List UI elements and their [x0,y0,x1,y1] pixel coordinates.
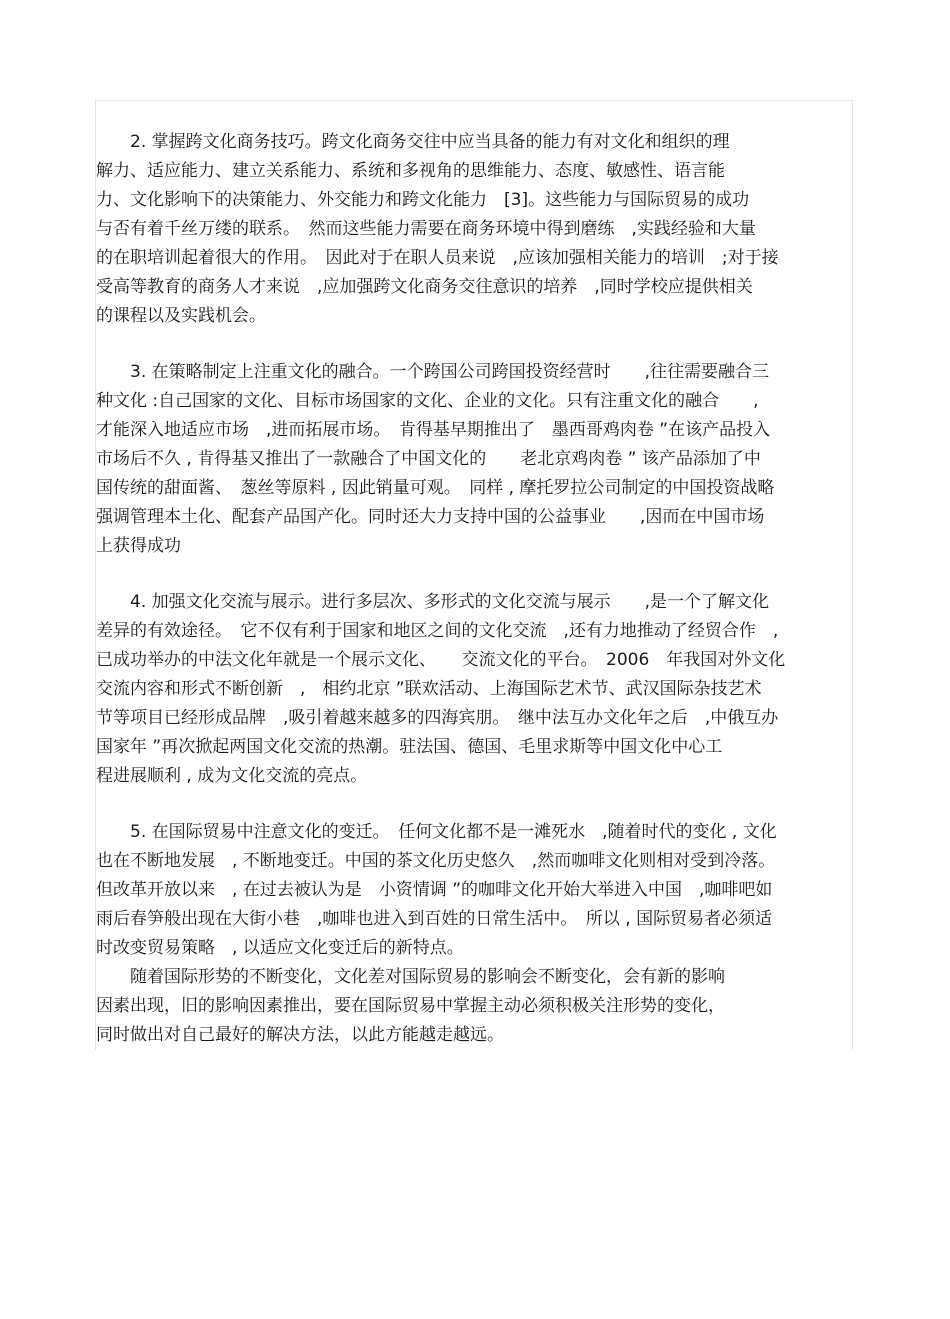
text-line: 已成功举办的中法文化年就是一个展示文化、 交流文化的平台。 2006 年我国对外文化 [96,650,786,670]
text-line: 国家年 ”再次掀起两国文化交流的热潮。驻法国、德国、毛里求斯等中国文化中心工 [96,737,723,757]
text-line: 随着国际形势的不断变化，文化差对国际贸易的影响会不断变化，会有新的影响 [96,967,725,987]
text-line: 2. 掌握跨文化商务技巧。跨文化商务交往中应当具备的能力有对文化和组织的理 [96,132,730,152]
text-line: 因素出现，旧的影响因素推出，要在国际贸易中掌握主动必须积极关注形势的变化， [96,996,725,1016]
text-line: 5. 在国际贸易中注意文化的变迁。 任何文化都不是一滩死水 ,随着时代的变化 , 文化 [96,822,777,842]
text-line: 4. 加强文化交流与展示。进行多层次、多形式的文化交流与展示 ,是一个了解文化 [96,592,770,612]
text-line: 节等项目已经形成品牌 ,吸引着越来越多的四海宾朋。 继中法互办文化年之后 ,中俄互办 [96,708,779,728]
document-body [96,128,854,1050]
paragraph-gap [96,791,854,818]
text-line: 强调管理本土化、配套产品国产化。同时还大力支持中国的公益事业 ,因而在中国市场 [96,507,765,527]
paragraph-gap [96,561,854,588]
paragraph-strategy-fusion [96,358,854,561]
paragraph-conclusion [96,963,854,1050]
text-line: 种文化 :自己国家的文化、目标市场国家的文化、企业的文化。只有注重文化的融合 , [96,391,759,411]
text-line: 雨后春笋般出现在大街小巷 ,咖啡也进入到百姓的日常生活中。 所以 , 国际贸易者必须适 [96,909,773,929]
paragraph-gap [96,331,854,358]
text-line: 国传统的甜面酱、 葱丝等原料 , 因此销量可观。 同样 , 摩托罗拉公司制定的中国投资战略 [96,478,775,498]
text-line: 受高等教育的商务人才来说 ,应加强跨文化商务交往意识的培养 ,同时学校应提供相关 [96,277,753,297]
text-line: 程进展顺利 , 成为文化交流的亮点。 [96,766,368,786]
text-line: 与否有着千丝万缕的联系。 然而这些能力需要在商务环境中得到磨练 ,实践经验和大量 [96,219,756,239]
text-line: 的在职培训起着很大的作用。 因此对于在职人员来说 ,应该加强相关能力的培训 ;对于接 [96,248,779,268]
text-line: 时改变贸易策略 , 以适应文化变迁后的新特点。 [96,938,464,958]
text-line: 3. 在策略制定上注重文化的融合。一个跨国公司跨国投资经营时 ,往往需要融合三 [96,362,770,382]
text-line: 才能深入地适应市场 ,进而拓展市场。 肯得基早期推出了 墨西哥鸡肉卷 ”在该产品投入 [96,420,771,440]
text-line: 但改革开放以来 , 在过去被认为是 小资情调 ”的咖啡文化开始大举进入中国 ,咖啡吧如 [96,880,773,900]
text-line: 的课程以及实践机会。 [96,306,266,326]
text-line: 上获得成功 [96,536,181,556]
text-line: 同时做出对自己最好的解决方法，以此方能越走越远。 [96,1025,504,1045]
text-line: 交流内容和形式不断创新 , 相约北京 ”联欢活动、上海国际艺术节、武汉国际杂技艺术 [96,679,762,699]
paragraph-cultural-change [96,818,854,963]
text-line: 差异的有效途径。 它不仅有利于国家和地区之间的文化交流 ,还有力地推动了经贸合作 , [96,621,779,641]
text-line: 市场后不久 , 肯得基又推出了一款融合了中国文化的 老北京鸡肉卷 ” 该产品添加了中 [96,449,761,469]
text-line: 也在不断地发展 , 不断地变迁。中国的茶文化历史悠久 ,然而咖啡文化则相对受到冷落。 [96,851,776,871]
text-line: 解力、适应能力、建立关系能力、系统和多视角的思维能力、态度、敏感性、语言能 [96,161,725,181]
paragraph-cultural-exchange [96,588,854,791]
paragraph-cross-cultural-skills [96,128,854,331]
text-line: 力、文化影响下的决策能力、外交能力和跨文化能力 [3]。这些能力与国际贸易的成功 [96,190,750,210]
